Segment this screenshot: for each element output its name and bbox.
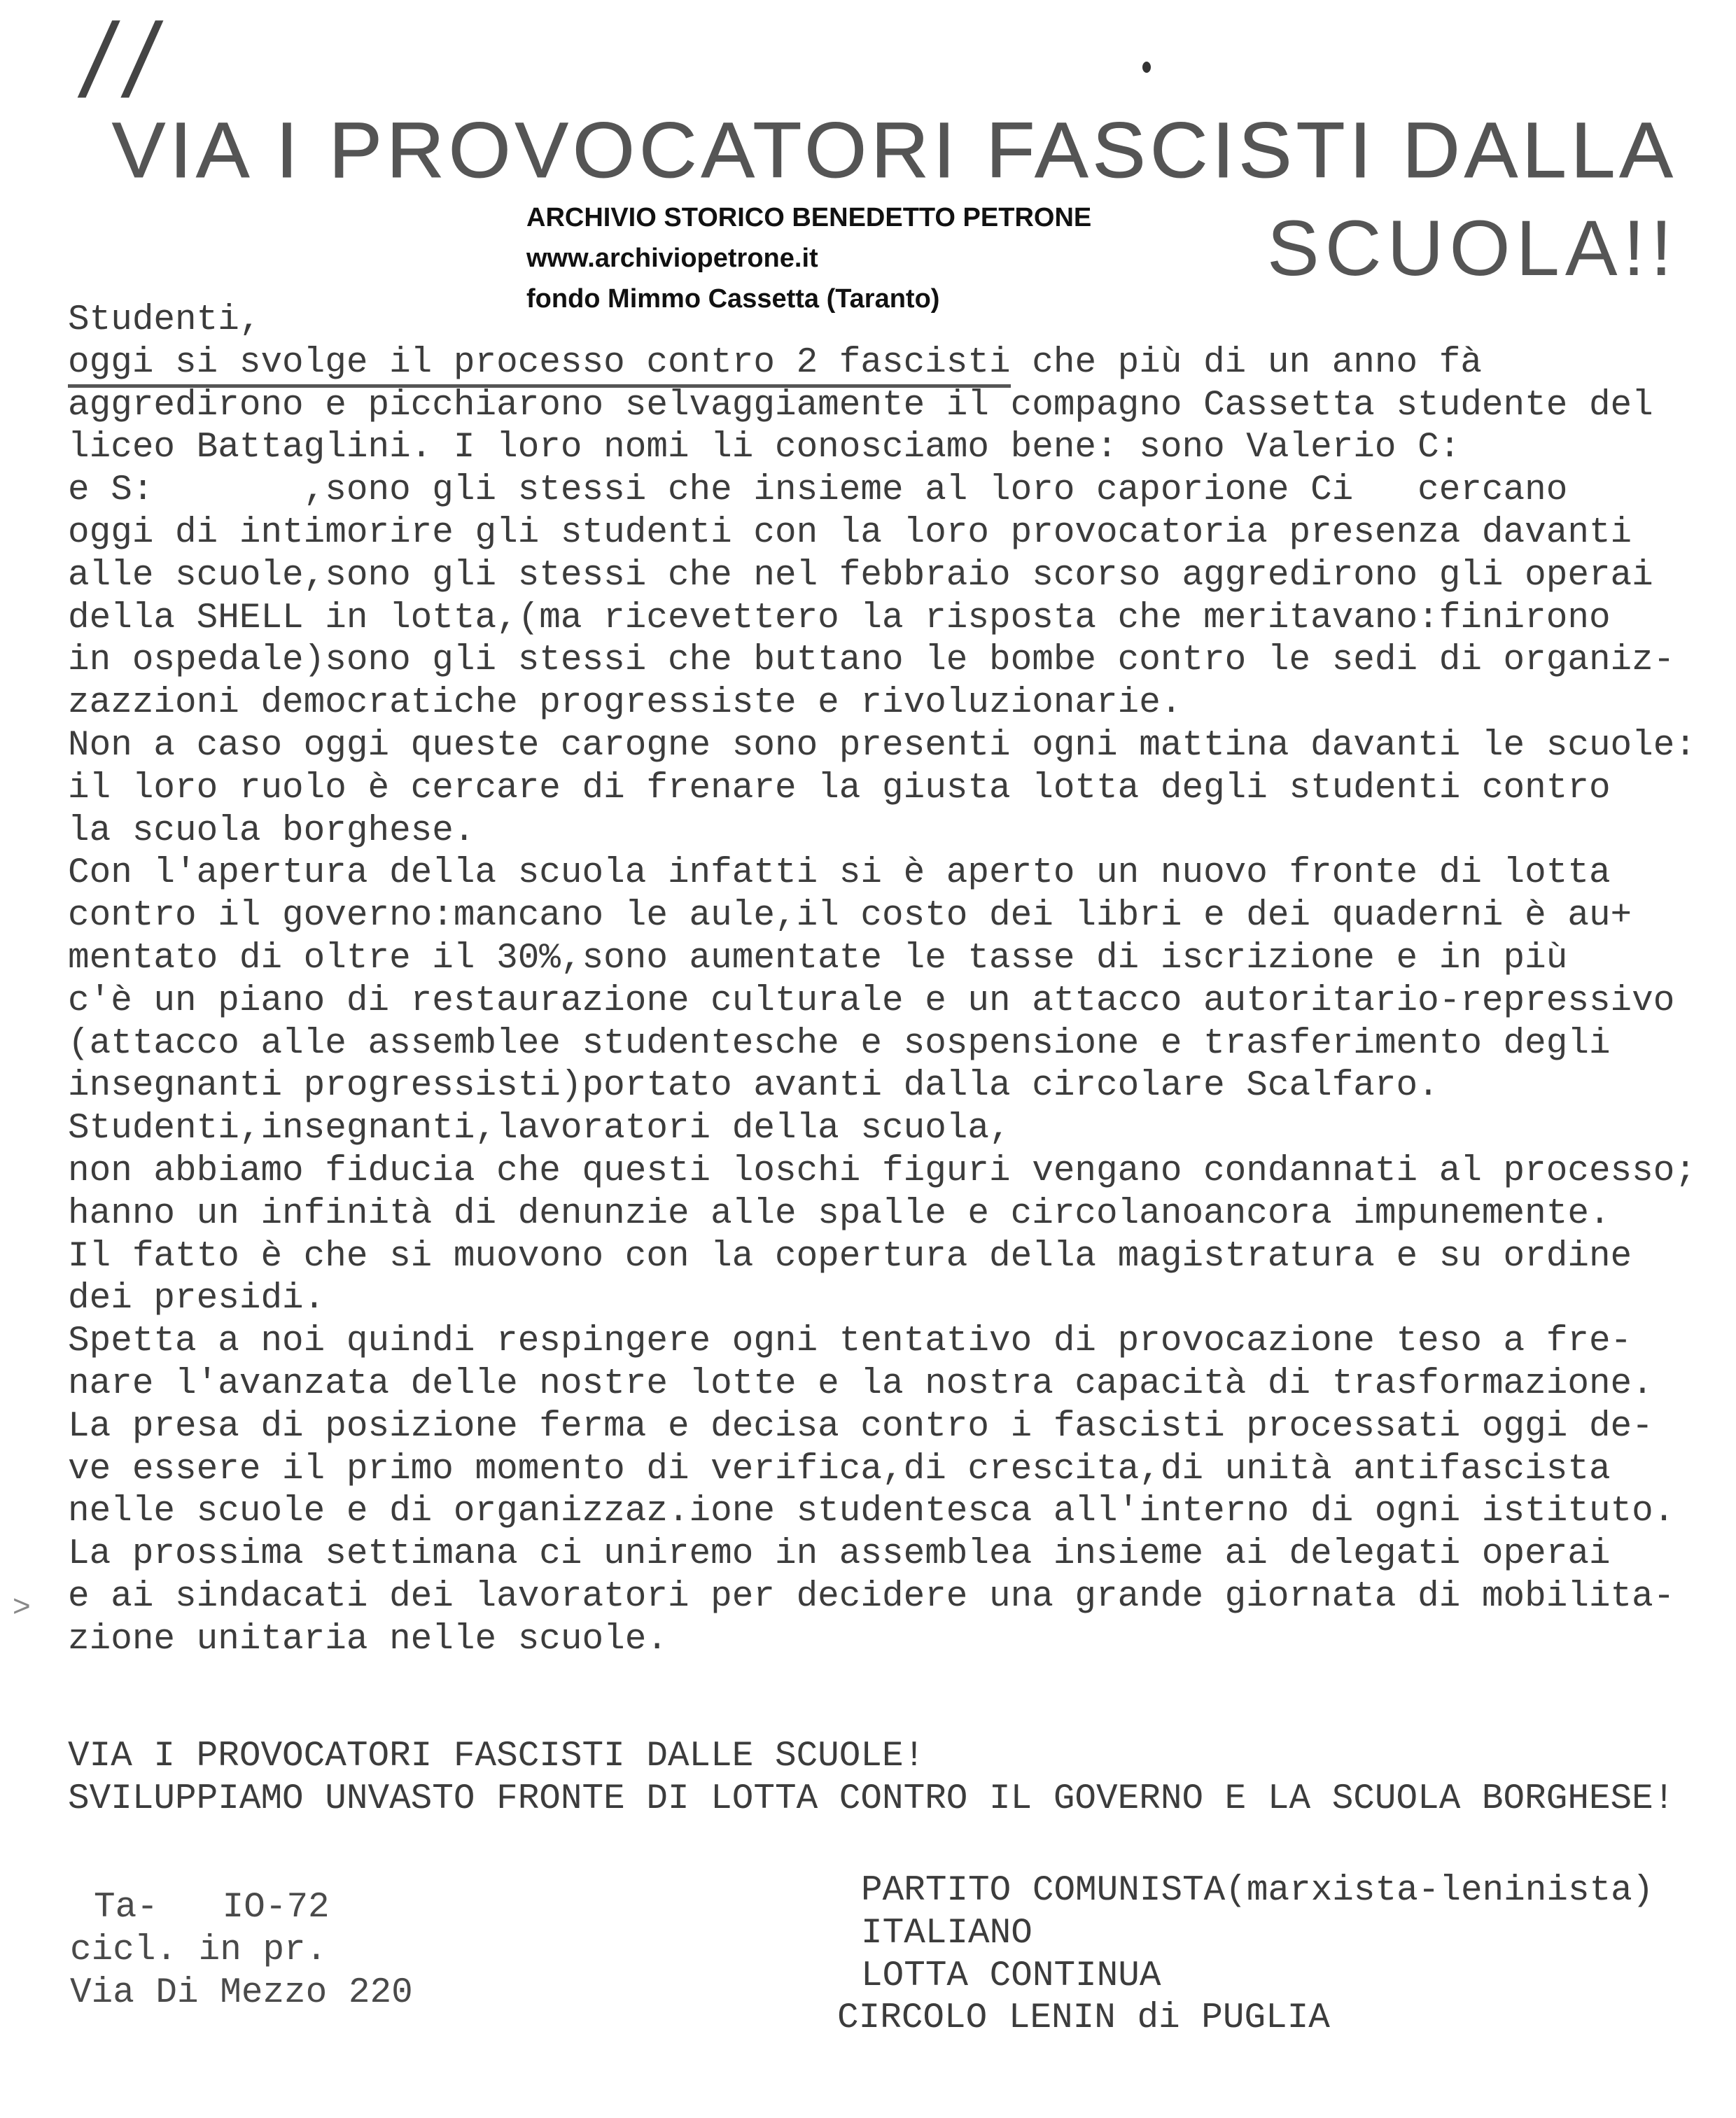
handwritten-title-continued: SCUOLA!! [1267,204,1678,292]
signatories [837,1870,1653,2040]
body-line: ve essere il primo momento di verifica,di crescita,di unità antifascista [68,1449,1611,1489]
archive-fund: fondo Mimmo Cassetta (Taranto) [526,284,940,314]
leaflet-body [68,300,1696,1662]
body-line: nelle scuole e di organizzaz.ione studentesca all'interno di ogni istituto. [68,1492,1675,1532]
body-line: Studenti,insegnanti,lavoratori della scuola, [68,1109,1011,1149]
body-line: e S: ,sono gli stessi che insieme al loro caporione Ci cercano [68,470,1568,511]
margin-mark: > [13,1589,31,1623]
body-line: della SHELL in lotta,(ma ricevettero la risposta che meritavano:finirono [68,598,1611,638]
body-line: non abbiamo fiducia che questi loschi figuri vengano condannati al processo; [68,1151,1696,1191]
body-line: Non a caso oggi queste carogne sono presenti ogni mattina davanti le scuole: [68,725,1696,766]
body-line: Spetta a noi quindi respingere ogni tentativo di provocazione teso a fre- [68,1321,1632,1362]
body-line: mentato di oltre il 30%,sono aumentate le tasse di iscrizione e in più [68,938,1568,979]
body-line: zazzioni democratiche progressiste e rivoluzionarie. [68,683,1182,724]
lead-rest: che più di un anno fà [1010,342,1482,383]
body-line: e ai sindacati dei lavoratori per decidere una grande giornata di mobilita- [68,1576,1675,1617]
body-line: insegnanti progressisti)portato avanti dalla circolare Scalfaro. [68,1066,1439,1107]
body-line: dei presidi. [68,1279,326,1319]
handwritten-title: VIA I PROVOCATORI FASCISTI DALLA [112,106,1677,194]
body-line: (attacco alle assemblee studentesche e sospensione e trasferimento degli [68,1023,1611,1064]
date: Ta- IO-72 [94,1888,330,1928]
body-line: Con l'apertura della scuola infatti si è aperto un nuovo fronte di lotta [68,853,1611,894]
body-line: La prossima settimana ci uniremo in assemblea insieme ai delegati operai [68,1534,1611,1575]
signatory: LOTTA CONTINUA [861,1956,1161,1996]
slogan: SVILUPPIAMO UNVASTO FRONTE DI LOTTA CONTRO IL GOVERNO E LA SCUOLA BORGHESE! [68,1779,1675,1819]
signatory: ITALIANO [861,1913,1032,1954]
lead-line [68,342,1696,385]
cyclostyled-note: cicl. in pr. [70,1930,328,1970]
archive-name: ARCHIVIO STORICO BENEDETTO PETRONE [526,203,1092,232]
signatory: PARTITO COMUNISTA(marxista-leninista) [861,1871,1654,1911]
print-info [70,1888,413,2015]
body-line: Il fatto è che si muovono con la copertura della magistratura e su ordine [68,1236,1632,1277]
body-line: aggredirono e picchiarono selvaggiamente il compagno Cassetta studente del [68,385,1653,426]
body-line: oggi di intimorire gli studenti con la loro provocatoria presenza davanti [68,512,1632,553]
signatory: CIRCOLO LENIN di PUGLIA [837,1998,1330,2039]
address: Via Di Mezzo 220 [70,1972,413,2013]
body-line: nare l'avanzata delle nostre lotte e la nostra capacità di trasformazione. [68,1363,1653,1404]
archive-url: www.archiviopetrone.it [526,244,818,273]
body-paragraphs [68,385,1696,1662]
slogans [68,1726,1675,1819]
body-line: contro il governo:mancano le aule,il costo dei libri e dei quaderni è au+ [68,896,1632,937]
body-line: liceo Battaglini. I loro nomi li conosciamo bene: sono Valerio C: [68,428,1461,468]
body-line: alle scuole,sono gli stessi che nel febbraio scorso aggredirono gli operai [68,555,1653,596]
slogan: VIA I PROVOCATORI FASCISTI DALLE SCUOLE! [68,1737,925,1776]
body-line: in ospedale)sono gli stessi che buttano le bombe contro le sedi di organiz- [68,640,1675,681]
body-line: zione unitaria nelle scuole. [68,1619,668,1660]
ink-mark [1142,62,1151,73]
body-line: il loro ruolo è cercare di frenare la giusta lotta degli studenti contro [68,768,1611,808]
body-line: c'è un piano di restaurazione culturale e un attacco autoritario-repressivo [68,981,1675,1021]
greeting: Studenti, [68,300,261,340]
underlined-lead: oggi si svolge il processo contro 2 fascisti [68,343,1011,388]
handwritten-slashes: // [74,1,181,119]
body-line: La presa di posizione ferma e decisa contro i fascisti processati oggi de- [68,1406,1653,1447]
body-line: hanno un infinità di denunzie alle spalle e circolanoancora impunemente. [68,1193,1611,1234]
body-line: la scuola borghese. [68,811,475,851]
